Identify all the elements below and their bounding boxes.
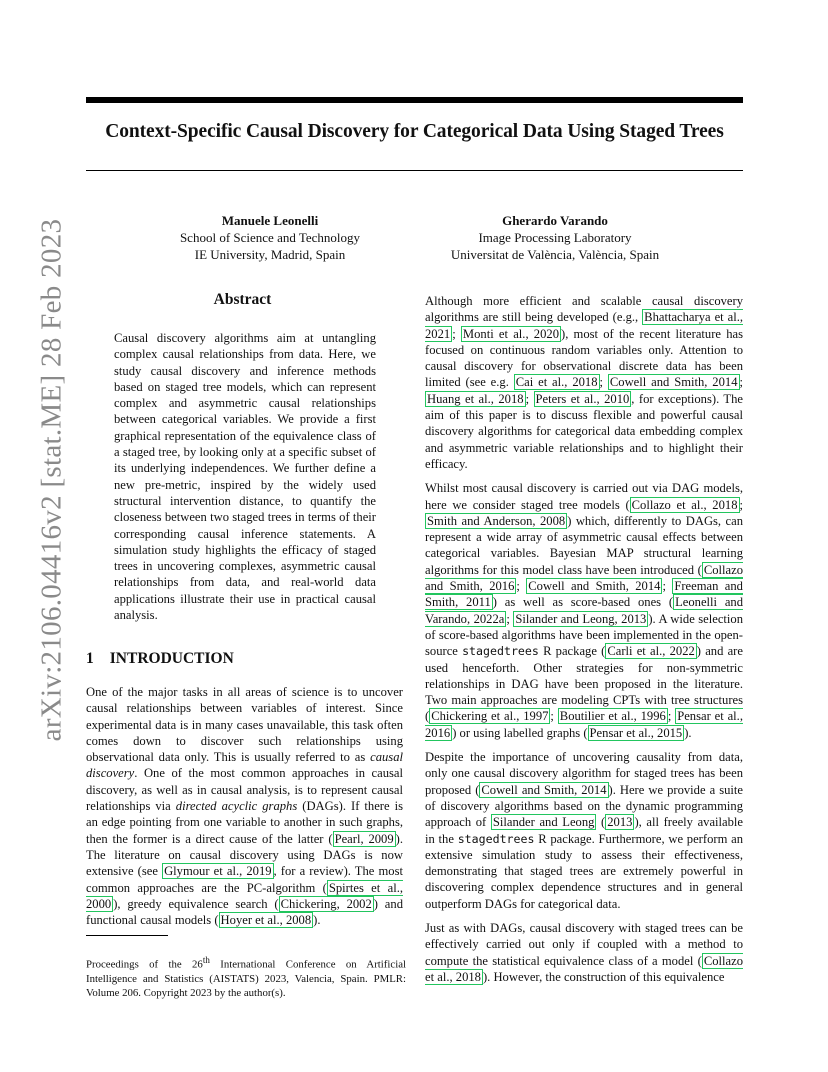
- text-run: Although more efficient and scalable causal discovery algorithms are still being developed (e.g.,: [425, 294, 743, 325]
- citation-link[interactable]: Pensar et al., 2016: [425, 709, 743, 740]
- text-run: ), all freely available in the: [425, 815, 744, 846]
- citation-link[interactable]: Freeman and Smith, 2011: [425, 579, 743, 610]
- text-run: ) and functional causal models (: [86, 896, 403, 928]
- section-title: INTRODUCTION: [109, 650, 234, 667]
- citation-link[interactable]: Smith and Anderson, 2008: [427, 513, 566, 528]
- text-run: (: [596, 815, 606, 830]
- citation-link[interactable]: Glymour et al., 2019: [164, 864, 272, 879]
- paper-title: Context-Specific Causal Discovery for Categorical Data Using Staged Trees: [105, 121, 724, 142]
- title-bottom-rule: [86, 170, 743, 171]
- citation-link[interactable]: Leonelli and Varando, 2022a: [425, 595, 744, 626]
- citation-link[interactable]: Silander and Leong: [492, 815, 595, 830]
- text-run: ;: [739, 375, 743, 390]
- text-run: ) or using labelled graphs (: [452, 725, 588, 740]
- citation-link[interactable]: Monti et al., 2020: [462, 326, 559, 341]
- text-run: ).: [684, 725, 692, 740]
- citation-link[interactable]: 2013: [607, 815, 633, 830]
- citation-link[interactable]: Carli et al., 2022: [607, 644, 695, 659]
- text-run: Whilst most causal discovery is carried out via DAG models, here we consider staged tree models (: [425, 481, 743, 512]
- text-run: International Conference on Artificial Intelligence and Statistics (AISTATS) 2023, Valencia, Spain. PMLR: Volume 206. Copyright 2023 by the author(s).: [86, 958, 406, 999]
- text-run: , for exceptions). The aim of this paper is to discuss flexible and powerful causal discovery algorithms for categorical data embedding complex and asymmetric variable relationships and to highlight their efficacy.: [425, 391, 744, 471]
- section-number: 1: [86, 650, 94, 667]
- text-run: ). However, the construction of this equivalence: [482, 969, 725, 984]
- text-run: ;: [739, 497, 743, 512]
- text-run: ), greedy equivalence search (: [113, 896, 279, 911]
- text-run: ;: [452, 326, 461, 341]
- paragraph: [425, 749, 743, 912]
- abstract-heading: Abstract: [213, 291, 272, 308]
- footnote: [86, 953, 406, 1000]
- text-run: (DAGs). If there is an edge pointing from one variable to another in such graphs, then the former is a direct cause of the latter (: [86, 799, 403, 846]
- citation-link[interactable]: Peters et al., 2010: [535, 391, 630, 406]
- text-run: ) which, differently to DAGs, can represent a wide array of asymmetric causal effects between categorical variables. Bayesian MAP structural learning algorithms for this model class have been introduced (: [425, 513, 743, 577]
- text-run: ).: [313, 913, 321, 928]
- text-run: ). A wide selection of score-based algorithms have been implemented in the open-source: [425, 611, 743, 659]
- text-run: R package. Furthermore, we perform an extensive simulation study to assess their effectiveness, demonstrating that staged trees are extremely powerful in discovering complex dependence structures and in general outperform DAGs for categorical data.: [425, 831, 743, 911]
- citation-link[interactable]: Pearl, 2009: [334, 831, 394, 846]
- citation-link[interactable]: Huang et al., 2018: [427, 391, 524, 406]
- footnote-rule: [86, 935, 168, 936]
- paragraph: [425, 293, 743, 472]
- text-run: ;: [506, 611, 514, 626]
- citation-link[interactable]: Chickering, 2002: [280, 896, 372, 911]
- author-affiliation: School of Science and Technology: [179, 230, 361, 245]
- citation-link[interactable]: Cowell and Smith, 2014: [609, 375, 738, 390]
- citation-link[interactable]: Pensar et al., 2015: [589, 725, 683, 740]
- text-run: ), most of the recent literature has focused on continuous random variables only. Attention to causal discovery for observational discrete data has been limited (see e.g.: [425, 326, 743, 390]
- text-run: ;: [667, 709, 676, 724]
- citation-link[interactable]: Boutilier et al., 1996: [559, 709, 666, 724]
- text-run: R package (: [538, 644, 606, 659]
- paragraph: [425, 480, 743, 741]
- text-run: ;: [599, 375, 608, 390]
- citation-link[interactable]: Collazo and Smith, 2016: [425, 562, 743, 594]
- citation-link[interactable]: Hoyer et al., 2008: [220, 913, 312, 928]
- author-affiliation: IE University, Madrid, Spain: [194, 247, 346, 262]
- superscript: th: [202, 955, 210, 965]
- text-run: One of the major tasks in all areas of science is to uncover causal relationships between variables of interest. Since experimental data is in many cases unavailable, this task often comes down to discover such relationships using observational data only. This is usually referred to as: [86, 685, 403, 765]
- citation-link[interactable]: Silander and Leong, 2013: [515, 611, 647, 626]
- arxiv-sidebar-stamp: arXiv:2106.04416v2 [stat.ME] 28 Feb 2023: [35, 218, 68, 742]
- text-run: . One of the most common approaches in causal discovery, as well as in causal analysis, is to represent causal relationships via: [86, 766, 403, 814]
- title-top-rule: [86, 97, 743, 103]
- text-run: ) and are used henceforth. Other strategies for non-symmetric relationships in DAG have been proposed in the literature. Two main approaches are modeling CPTs with tree structures (: [425, 644, 743, 724]
- emphasis-text: causal discovery: [86, 750, 403, 781]
- code-text: stagedtrees: [462, 644, 539, 659]
- emphasis-text: directed acyclic graphs: [175, 799, 298, 814]
- citation-link[interactable]: Cai et al., 2018: [515, 375, 598, 390]
- citation-link[interactable]: Cowell and Smith, 2014: [528, 579, 661, 594]
- text-run: ;: [662, 579, 673, 594]
- intro-paragraph: [86, 684, 403, 928]
- author-affiliation: Image Processing Laboratory: [478, 230, 632, 245]
- text-run: Proceedings of the 26: [86, 958, 203, 971]
- text-run: ). The literature on causal discovery using DAGs is now extensive (see: [86, 831, 403, 879]
- author-block-1: [150, 212, 390, 263]
- text-run: ;: [525, 391, 534, 406]
- text-run: Despite the importance of uncovering causality from data, only one causal discovery algorithm for staged trees has been proposed (: [425, 750, 743, 797]
- abstract-text: Causal discovery algorithms aim at untangling complex causal relationships from data. Here, we study causal discovery and inference methods based on staged tree models, which can represent complex and asymmetric causal relationships between categorical variables. We provide a first graphical representation of the equivalence class of a staged tree, by looking only at a specific subset of its underlying independences. We further define a new pre-metric, inspired by the widely used structural intervention distance, to quantify the closeness between two staged trees in terms of their corresponding causal inference statements. A simulation study highlights the efficacy of staged trees in uncovering complexes, asymmetric causal relationships from data, and real-world data applications illustrate their use in practical causal analysis.: [114, 331, 376, 623]
- text-run: ;: [550, 709, 558, 724]
- author-block-2: [420, 212, 690, 263]
- code-text: stagedtrees: [457, 831, 535, 846]
- author-name: Manuele Leonelli: [221, 213, 319, 228]
- right-column: [425, 293, 743, 993]
- text-run: , for a review). The most common approaches are the PC-algorithm (: [86, 864, 403, 895]
- citation-link[interactable]: Spirtes et al., 2000: [86, 880, 403, 911]
- author-affiliation: Universitat de València, València, Spain: [450, 247, 660, 262]
- text-run: ). Here we provide a suite of discovery algorithms based on the dynamic programming approach of: [425, 782, 743, 830]
- citation-link[interactable]: Collazo et al., 2018: [631, 497, 738, 512]
- citation-link[interactable]: Cowell and Smith, 2014: [481, 782, 607, 797]
- paragraph: [425, 920, 743, 985]
- citation-link[interactable]: Collazo et al., 2018: [425, 953, 743, 984]
- author-name: Gherardo Varando: [502, 213, 608, 228]
- citation-link[interactable]: Chickering et al., 1997: [431, 709, 549, 724]
- section-heading: [86, 650, 234, 668]
- text-run: ) as well as score-based ones (: [492, 595, 674, 610]
- text-run: Just as with DAGs, causal discovery with staged trees can be effectively carried out only if coupled with a method to compute the statistical equivalence class of a model (: [425, 920, 743, 968]
- citation-link[interactable]: Bhattacharya et al., 2021: [425, 310, 743, 341]
- text-run: ;: [516, 579, 527, 594]
